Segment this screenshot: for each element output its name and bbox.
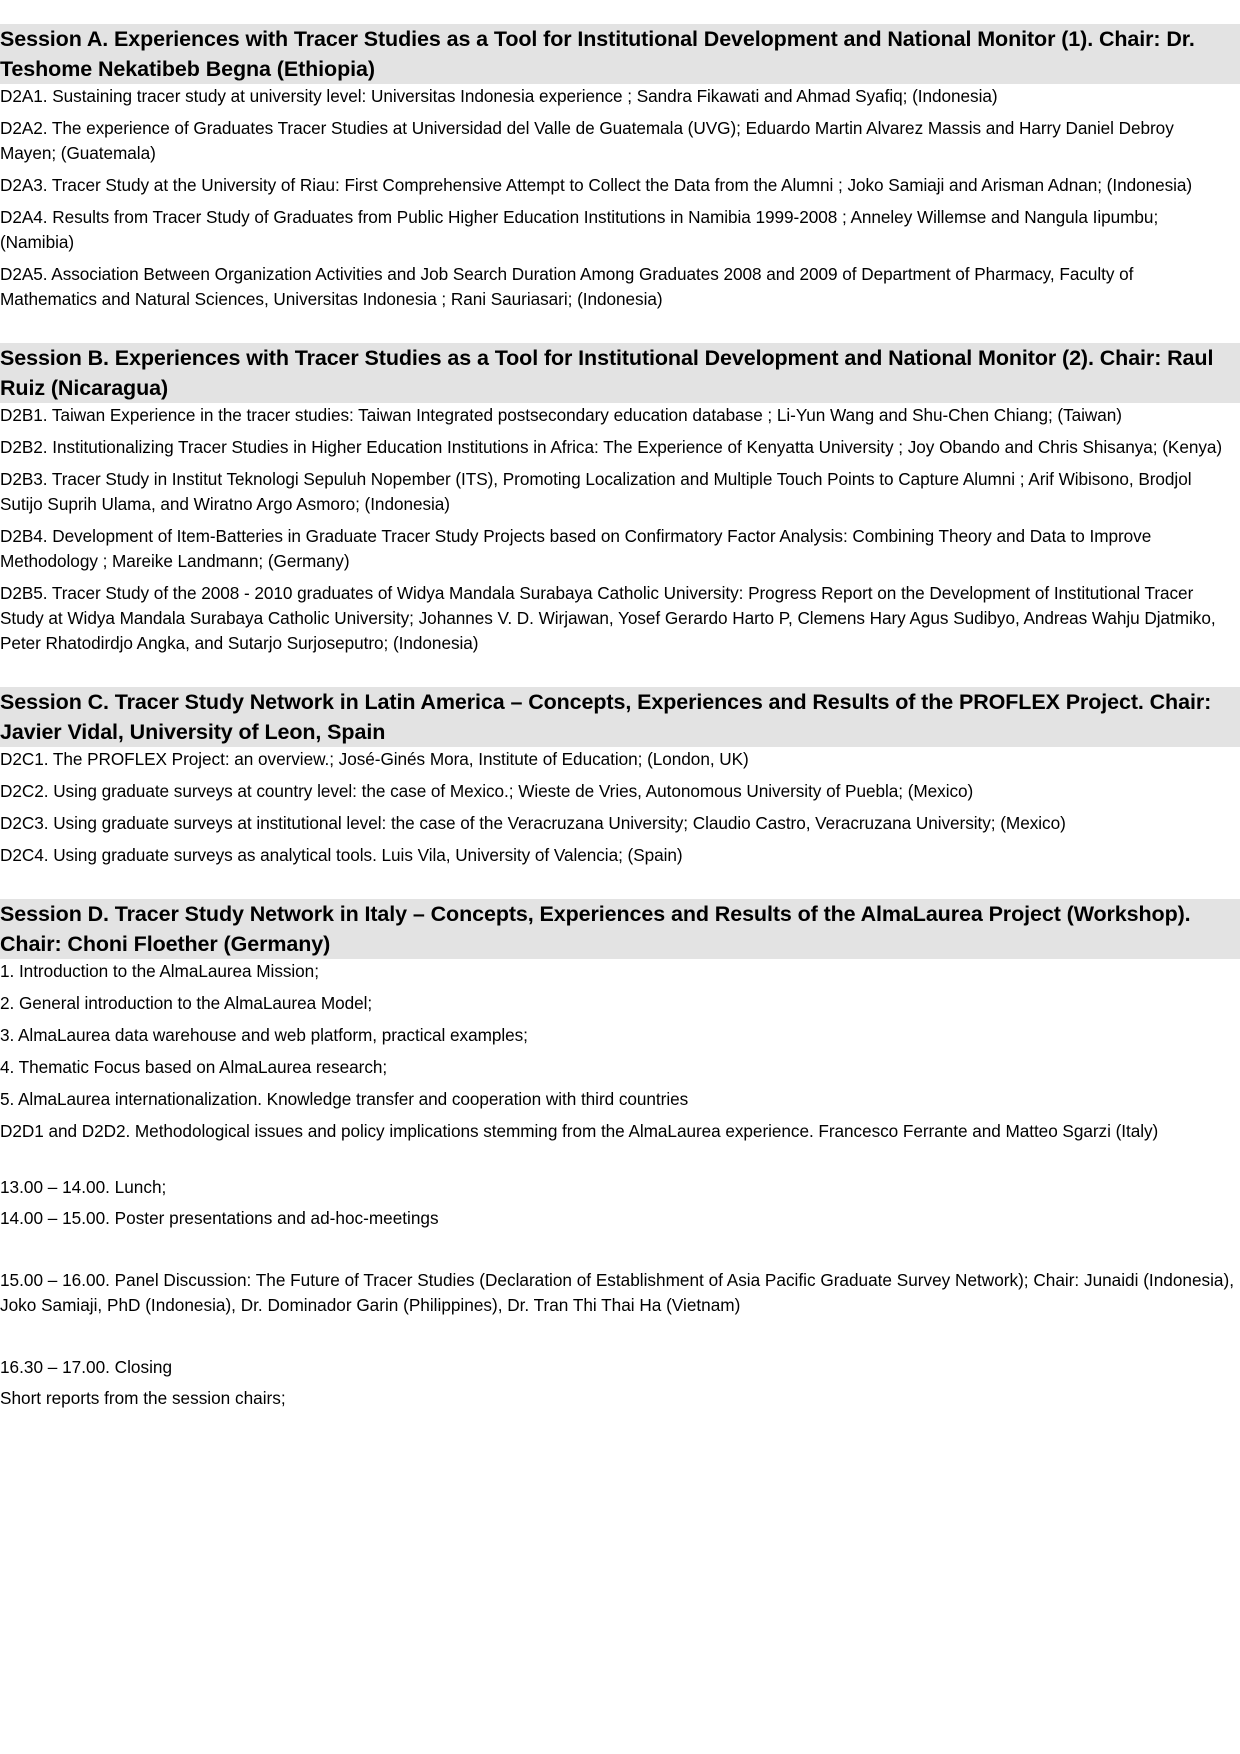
document-page: [0, 24, 1240, 1417]
session-b-title: Session B. Experiences with Tracer Studies as a Tool for Institutional Development and National Monitor (2). Chair: Raul Ruiz (Nicaragua): [0, 343, 1240, 403]
session-c-item: D2C1. The PROFLEX Project: an overview.; José-Ginés Mora, Institute of Education; (London, UK): [0, 749, 749, 769]
schedule-closing: 16.30 – 17.00. Closing: [0, 1357, 173, 1377]
spacer: [0, 1324, 1240, 1355]
session-b-item: D2B5. Tracer Study of the 2008 - 2010 graduates of Widya Mandala Surabaya Catholic University: Progress Report on the Development of Institutional Tracer Study at Widya Mandala Surabaya Catholic University; Johannes V. D. Wirjawan, Yosef Gerardo Harto P, Clemens Hary Agus Sudibyo, Andreas Wahju Djatmiko, Peter Rhatodirdjo Angka, and Sutarjo Surjoseputro; (Indonesia): [0, 583, 1216, 653]
session-a-item: D2A5. Association Between Organization Activities and Job Search Duration Among Graduates 2008 and 2009 of Department of Pharmacy, Faculty of Mathematics and Natural Sciences, Universitas Indonesia ; Rani Sauriasari; (Indonesia): [0, 264, 1134, 309]
schedule-panel: 15.00 – 16.00. Panel Discussion: The Future of Tracer Studies (Declaration of Establishment of Asia Pacific Graduate Survey Network); Chair: Junaidi (Indonesia), Joko Samiaji, PhD (Indonesia), Dr. Dominador Garin (Philippines), Dr. Tran Thi Thai Ha (Vietnam): [0, 1270, 1234, 1315]
spacer: [0, 1237, 1240, 1268]
session-d-item: 1. Introduction to the AlmaLaurea Mission;: [0, 961, 319, 981]
schedule-closing-note: Short reports from the session chairs;: [0, 1388, 286, 1408]
session-d: [0, 899, 1240, 1144]
document-content: [0, 24, 1240, 1411]
schedule-panel-block: [0, 1268, 1240, 1318]
session-a-item: D2A2. The experience of Graduates Tracer Studies at Universidad del Valle de Guatemala (UVG); Eduardo Martin Alvarez Massis and Harry Daniel Debroy Mayen; (Guatemala): [0, 118, 1174, 163]
session-d-item: 4. Thematic Focus based on AlmaLaurea research;: [0, 1057, 388, 1077]
session-a-item: D2A3. Tracer Study at the University of Riau: First Comprehensive Attempt to Collect the Data from the Alumni ; Joko Samiaji and Arisman Adnan; (Indonesia): [0, 175, 1193, 195]
schedule-posters: 14.00 – 15.00. Poster presentations and ad-hoc-meetings: [0, 1208, 439, 1228]
session-d-item: 2. General introduction to the AlmaLaurea Model;: [0, 993, 373, 1013]
schedule-closing-block: [0, 1355, 1240, 1411]
session-a-item: D2A4. Results from Tracer Study of Graduates from Public Higher Education Institutions in Namibia 1999-2008 ; Anneley Willemse and Nangula Iipumbu; (Namibia): [0, 207, 1159, 252]
session-c-item: D2C4. Using graduate surveys as analytical tools. Luis Vila, University of Valencia; (Spain): [0, 845, 683, 865]
session-c: [0, 687, 1240, 868]
session-d-item: D2D1 and D2D2. Methodological issues and policy implications stemming from the AlmaLaurea experience. Francesco Ferrante and Matteo Sgarzi (Italy): [0, 1121, 1159, 1141]
session-d-item: 5. AlmaLaurea internationalization. Knowledge transfer and cooperation with third countries: [0, 1089, 689, 1109]
schedule-lunch: 13.00 – 14.00. Lunch;: [0, 1177, 167, 1197]
session-d-item: 3. AlmaLaurea data warehouse and web platform, practical examples;: [0, 1025, 528, 1045]
session-b: [0, 343, 1240, 656]
schedule-lunch-posters: [0, 1175, 1240, 1231]
session-a-item: D2A1. Sustaining tracer study at university level: Universitas Indonesia experience ; Sandra Fikawati and Ahmad Syafiq; (Indonesia): [0, 86, 998, 106]
session-d-title: Session D. Tracer Study Network in Italy – Concepts, Experiences and Results of the AlmaLaurea Project (Workshop). Chair: Choni Floether (Germany): [0, 899, 1240, 959]
session-c-title: Session C. Tracer Study Network in Latin America – Concepts, Experiences and Results of the PROFLEX Project. Chair: Javier Vidal, University of Leon, Spain: [0, 687, 1240, 747]
session-c-item: D2C2. Using graduate surveys at country level: the case of Mexico.; Wieste de Vries, Autonomous University of Puebla; (Mexico): [0, 781, 974, 801]
session-b-item: D2B3. Tracer Study in Institut Teknologi Sepuluh Nopember (ITS), Promoting Localization and Multiple Touch Points to Capture Alumni ; Arif Wibisono, Brodjol Sutijo Suprih Ulama, and Wiratno Argo Asmoro; (Indonesia): [0, 469, 1192, 514]
session-b-item: D2B4. Development of Item-Batteries in Graduate Tracer Study Projects based on Confirmatory Factor Analysis: Combining Theory and Data to Improve Methodology ; Mareike Landmann; (Germany): [0, 526, 1152, 571]
session-a-title: Session A. Experiences with Tracer Studies as a Tool for Institutional Development and National Monitor (1). Chair: Dr. Teshome Nekatibeb Begna (Ethiopia): [0, 24, 1240, 84]
session-a: [0, 24, 1240, 312]
session-b-item: D2B1. Taiwan Experience in the tracer studies: Taiwan Integrated postsecondary education database ; Li-Yun Wang and Shu-Chen Chiang; (Taiwan): [0, 405, 1122, 425]
session-c-item: D2C3. Using graduate surveys at institutional level: the case of the Veracruzana University; Claudio Castro, Veracruzana University; (Mexico): [0, 813, 1066, 833]
session-b-item: D2B2. Institutionalizing Tracer Studies in Higher Education Institutions in Africa: The Experience of Kenyatta University ; Joy Obando and Chris Shisanya; (Kenya): [0, 437, 1223, 457]
